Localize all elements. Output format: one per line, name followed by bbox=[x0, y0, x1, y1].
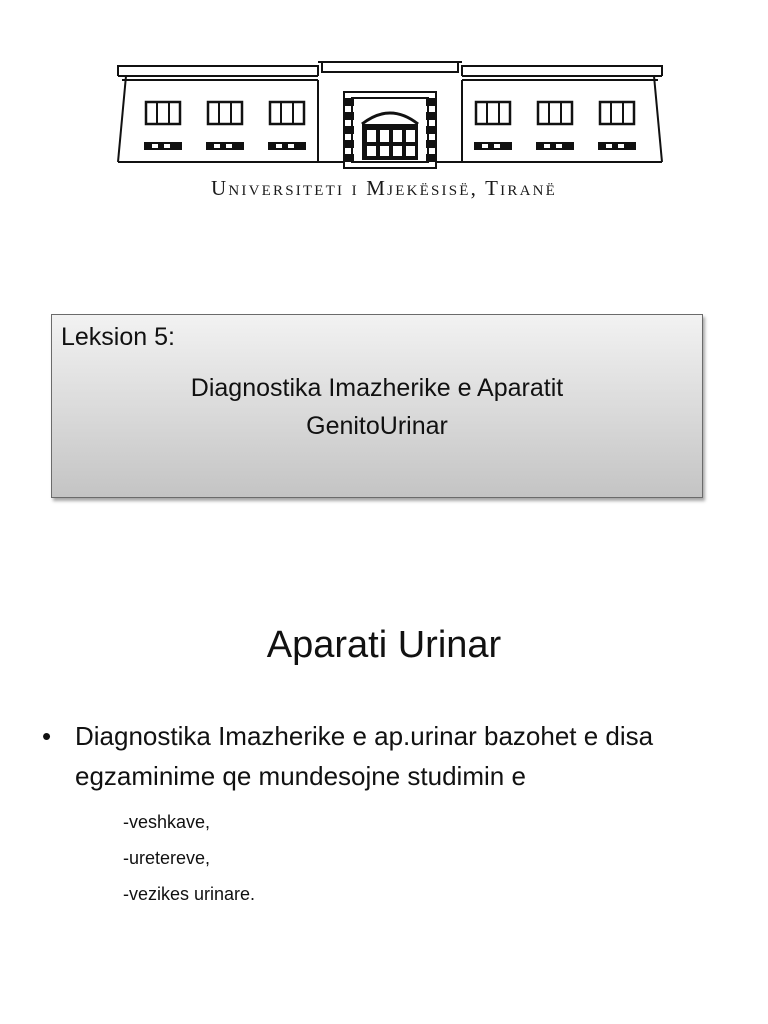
university-building-logo bbox=[112, 58, 668, 178]
section-title: Aparati Urinar bbox=[266, 624, 502, 666]
sub-item-list bbox=[123, 804, 255, 912]
lesson-title bbox=[52, 369, 702, 445]
bullet-item bbox=[42, 716, 732, 796]
lesson-label: Leksion 5: bbox=[61, 323, 175, 351]
bullet-marker: • bbox=[42, 721, 52, 751]
lesson-title-line-2: GenitoUrinar bbox=[306, 412, 448, 440]
sub-item: -veshkave, bbox=[123, 812, 211, 832]
sub-item: -uretereve, bbox=[123, 848, 211, 868]
university-name: Universiteti i Mjekësisë, Tiranë bbox=[211, 176, 557, 200]
lesson-title-line-1: Diagnostika Imazherike e Aparatit bbox=[190, 374, 564, 402]
bullet-text: Diagnostika Imazherike e ap.urinar bazohet e disa egzaminime qe mundesojne studimin e bbox=[75, 721, 654, 791]
lesson-title-box bbox=[51, 314, 703, 498]
sub-item: -vezikes urinare. bbox=[123, 884, 256, 904]
